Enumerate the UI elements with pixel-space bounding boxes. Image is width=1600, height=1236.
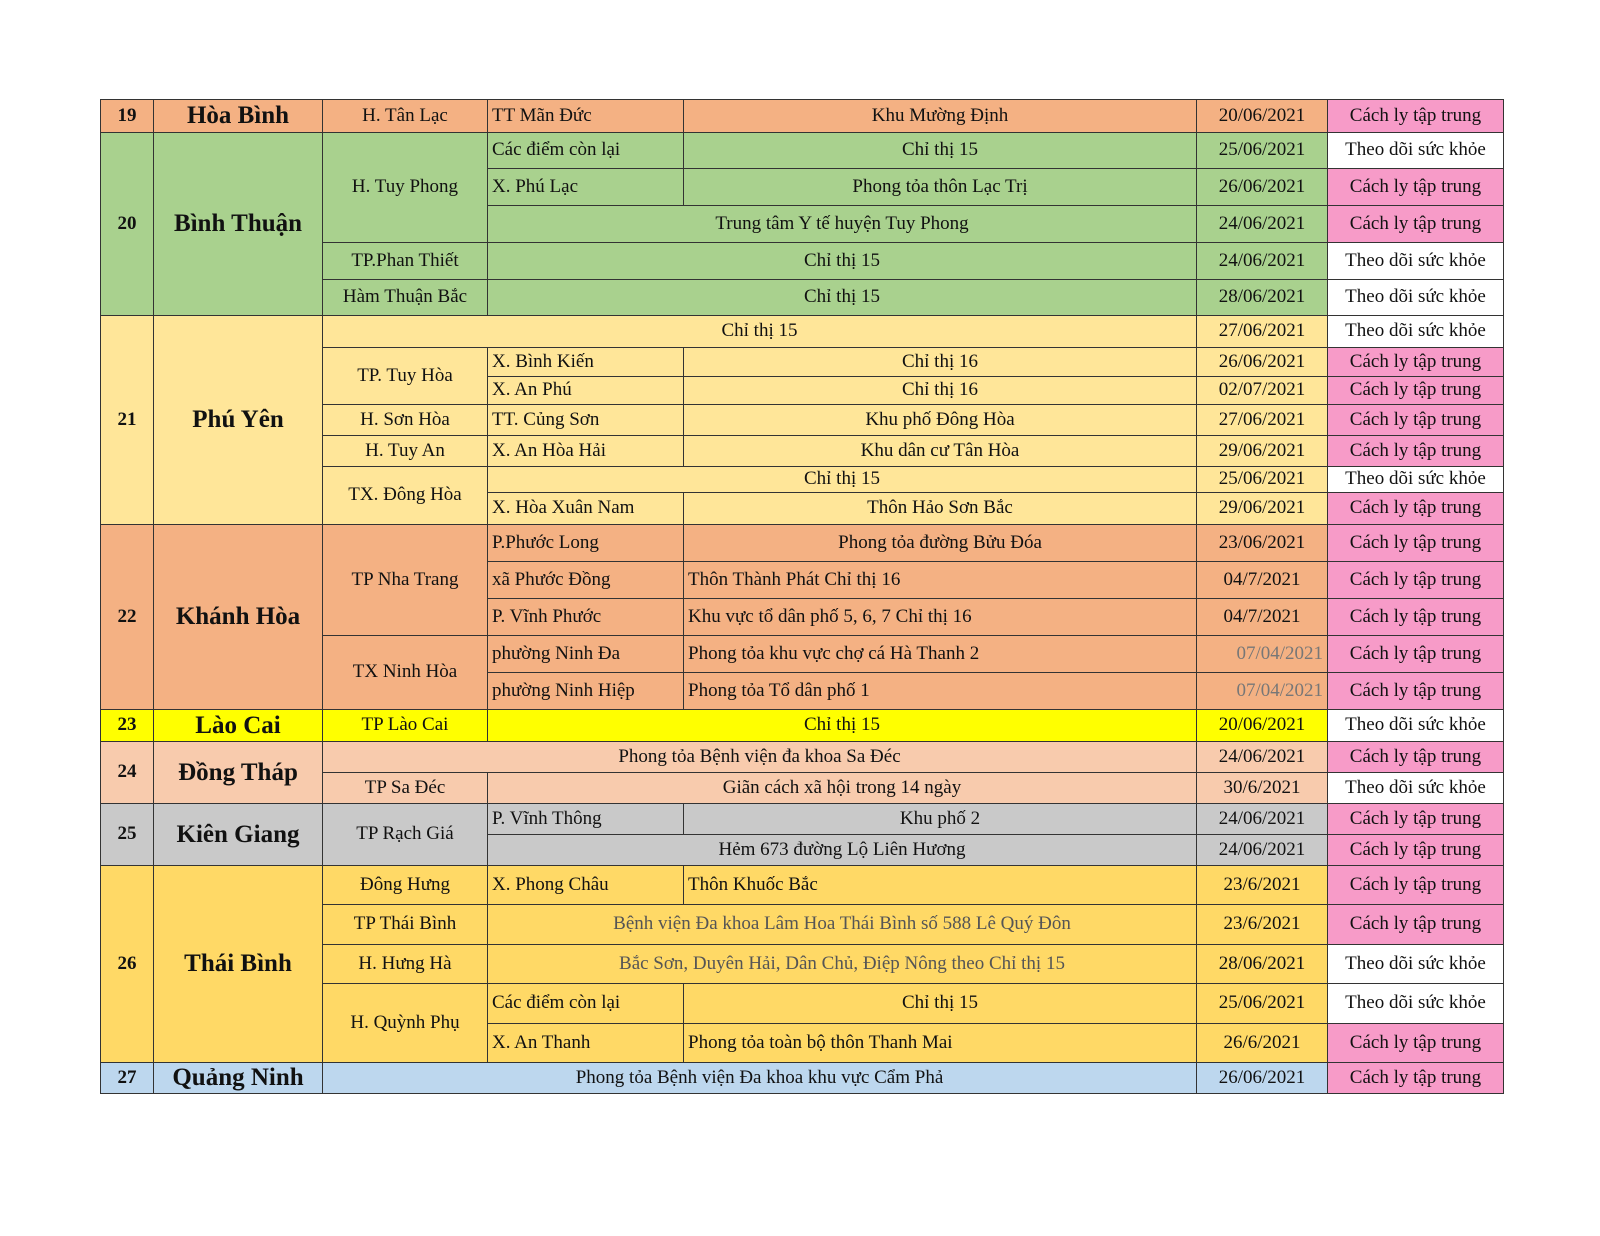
status-cell: Theo dõi sức khỏe [1328, 945, 1504, 984]
date-cell: 07/04/2021 [1197, 673, 1328, 710]
district-cell: H. Tuy Phong [323, 133, 488, 243]
status-cell: Cách ly tập trung [1328, 835, 1504, 866]
date-cell: 04/7/2021 [1197, 562, 1328, 599]
detail-cell: Chỉ thị 15 [488, 710, 1197, 742]
province-name: Khánh Hòa [154, 525, 323, 710]
detail-cell: Bắc Sơn, Duyên Hải, Dân Chủ, Điệp Nông theo Chỉ thị 15 [488, 945, 1197, 984]
ward-cell: X. Phong Châu [488, 866, 684, 905]
date-cell: 26/06/2021 [1197, 1063, 1328, 1094]
table-row [101, 525, 1504, 562]
status-cell: Cách ly tập trung [1328, 493, 1504, 525]
date-cell: 28/06/2021 [1197, 945, 1328, 984]
date-cell: 23/6/2021 [1197, 905, 1328, 945]
status-cell: Cách ly tập trung [1328, 525, 1504, 562]
ward-cell: TT Mãn Đức [488, 100, 684, 133]
detail-cell: Giãn cách xã hội trong 14 ngày [488, 773, 1197, 804]
ward-cell: phường Ninh Hiệp [488, 673, 684, 710]
province-name: Quảng Ninh [154, 1063, 323, 1094]
status-cell: Cách ly tập trung [1328, 636, 1504, 673]
table-row [101, 742, 1504, 773]
detail-cell: Phong tỏa đường Bửu Đóa [684, 525, 1197, 562]
date-cell: 26/6/2021 [1197, 1024, 1328, 1063]
district-cell: H. Tân Lạc [323, 100, 488, 133]
district-cell: H. Quỳnh Phụ [323, 984, 488, 1063]
district-cell: TP. Tuy Hòa [323, 348, 488, 405]
status-cell: Cách ly tập trung [1328, 100, 1504, 133]
date-cell: 25/06/2021 [1197, 984, 1328, 1024]
date-cell: 24/06/2021 [1197, 206, 1328, 243]
status-cell: Cách ly tập trung [1328, 1063, 1504, 1094]
status-cell: Theo dõi sức khỏe [1328, 316, 1504, 348]
ward-cell: X. An Thanh [488, 1024, 684, 1063]
detail-cell: Khu phố 2 [684, 804, 1197, 835]
district-cell: H. Tuy An [323, 436, 488, 467]
detail-cell: Phong tỏa Tổ dân phố 1 [684, 673, 1197, 710]
status-cell: Cách ly tập trung [1328, 348, 1504, 377]
status-cell: Theo dõi sức khỏe [1328, 467, 1504, 493]
date-cell: 27/06/2021 [1197, 316, 1328, 348]
date-cell: 26/06/2021 [1197, 169, 1328, 206]
date-cell: 24/06/2021 [1197, 804, 1328, 835]
status-cell: Cách ly tập trung [1328, 866, 1504, 905]
detail-cell: Chỉ thị 15 [488, 243, 1197, 280]
ward-cell: TT. Củng Sơn [488, 405, 684, 436]
status-cell: Cách ly tập trung [1328, 804, 1504, 835]
ward-cell: Các điểm còn lại [488, 133, 684, 169]
province-number: 27 [101, 1063, 154, 1094]
detail-cell: Trung tâm Y tế huyện Tuy Phong [488, 206, 1197, 243]
status-cell: Cách ly tập trung [1328, 562, 1504, 599]
detail-cell: Khu phố Đông Hòa [684, 405, 1197, 436]
status-cell: Theo dõi sức khỏe [1328, 773, 1504, 804]
district-cell: H. Hưng Hà [323, 945, 488, 984]
status-cell: Theo dõi sức khỏe [1328, 710, 1504, 742]
date-cell: 26/06/2021 [1197, 348, 1328, 377]
province-name: Đồng Tháp [154, 742, 323, 804]
detail-cell: Khu dân cư Tân Hòa [684, 436, 1197, 467]
detail-cell: Chỉ thị 16 [684, 377, 1197, 405]
status-cell: Cách ly tập trung [1328, 673, 1504, 710]
province-number: 21 [101, 316, 154, 525]
status-cell: Cách ly tập trung [1328, 169, 1504, 206]
date-cell: 24/06/2021 [1197, 835, 1328, 866]
province-number: 25 [101, 804, 154, 866]
detail-cell: Chỉ thị 16 [684, 348, 1197, 377]
detail-cell: Phong tỏa thôn Lạc Trị [684, 169, 1197, 206]
province-number: 24 [101, 742, 154, 804]
district-cell: TP.Phan Thiết [323, 243, 488, 280]
status-cell: Theo dõi sức khỏe [1328, 280, 1504, 316]
ward-cell: xã Phước Đồng [488, 562, 684, 599]
table-row [101, 316, 1504, 348]
status-cell: Cách ly tập trung [1328, 206, 1504, 243]
date-cell: 28/06/2021 [1197, 280, 1328, 316]
outbreak-table [100, 99, 1504, 1094]
table-row [101, 804, 1504, 835]
date-cell: 30/6/2021 [1197, 773, 1328, 804]
province-name: Phú Yên [154, 316, 323, 525]
table-row [101, 1063, 1504, 1094]
status-cell: Cách ly tập trung [1328, 436, 1504, 467]
province-number: 19 [101, 100, 154, 133]
date-cell: 07/04/2021 [1197, 636, 1328, 673]
province-name: Hòa Bình [154, 100, 323, 133]
province-name: Kiên Giang [154, 804, 323, 866]
status-cell: Theo dõi sức khỏe [1328, 243, 1504, 280]
district-cell: TP Sa Đéc [323, 773, 488, 804]
ward-cell: P. Vĩnh Phước [488, 599, 684, 636]
ward-cell: X. An Hòa Hải [488, 436, 684, 467]
date-cell: 04/7/2021 [1197, 599, 1328, 636]
district-cell: TP Nha Trang [323, 525, 488, 636]
ward-cell: X. Hòa Xuân Nam [488, 493, 684, 525]
date-cell: 29/06/2021 [1197, 436, 1328, 467]
district-cell: Đông Hưng [323, 866, 488, 905]
ward-cell: P. Vĩnh Thông [488, 804, 684, 835]
district-cell: Hàm Thuận Bắc [323, 280, 488, 316]
detail-cell: Thôn Thành Phát Chỉ thị 16 [684, 562, 1197, 599]
detail-cell: Chỉ thị 15 [684, 984, 1197, 1024]
province-name: Bình Thuận [154, 133, 323, 316]
province-name: Thái Bình [154, 866, 323, 1063]
status-cell: Cách ly tập trung [1328, 377, 1504, 405]
ward-cell: Các điểm còn lại [488, 984, 684, 1024]
status-cell: Cách ly tập trung [1328, 1024, 1504, 1063]
date-cell: 27/06/2021 [1197, 405, 1328, 436]
ward-cell: X. Bình Kiến [488, 348, 684, 377]
detail-cell: Phong tỏa khu vực chợ cá Hà Thanh 2 [684, 636, 1197, 673]
province-number: 26 [101, 866, 154, 1063]
status-cell: Cách ly tập trung [1328, 742, 1504, 773]
date-cell: 20/06/2021 [1197, 100, 1328, 133]
date-cell: 25/06/2021 [1197, 133, 1328, 169]
status-cell: Cách ly tập trung [1328, 405, 1504, 436]
status-cell: Cách ly tập trung [1328, 599, 1504, 636]
detail-cell: Bệnh viện Đa khoa Lâm Hoa Thái Bình số 588 Lê Quý Đôn [488, 905, 1197, 945]
date-cell: 20/06/2021 [1197, 710, 1328, 742]
detail-cell: Hẻm 673 đường Lộ Liên Hương [488, 835, 1197, 866]
status-cell: Cách ly tập trung [1328, 905, 1504, 945]
province-number: 23 [101, 710, 154, 742]
detail-cell: Phong tỏa Bệnh viện đa khoa Sa Đéc [323, 742, 1197, 773]
district-cell: TP Thái Bình [323, 905, 488, 945]
ward-cell: X. Phú Lạc [488, 169, 684, 206]
district-cell: H. Sơn Hòa [323, 405, 488, 436]
ward-cell: phường Ninh Đa [488, 636, 684, 673]
status-cell: Theo dõi sức khỏe [1328, 133, 1504, 169]
province-number: 22 [101, 525, 154, 710]
status-cell: Theo dõi sức khỏe [1328, 984, 1504, 1024]
detail-cell: Phong tỏa Bệnh viện Đa khoa khu vực Cẩm Phả [323, 1063, 1197, 1094]
detail-cell: Chỉ thị 15 [488, 280, 1197, 316]
ward-cell: P.Phước Long [488, 525, 684, 562]
district-cell: TX. Đông Hòa [323, 467, 488, 525]
date-cell: 25/06/2021 [1197, 467, 1328, 493]
table-row [101, 866, 1504, 905]
detail-cell: Thôn Khuốc Bắc [684, 866, 1197, 905]
district-cell: TP Rạch Giá [323, 804, 488, 866]
detail-cell: Khu vực tổ dân phố 5, 6, 7 Chỉ thị 16 [684, 599, 1197, 636]
table-row [101, 100, 1504, 133]
date-cell: 23/06/2021 [1197, 525, 1328, 562]
date-cell: 02/07/2021 [1197, 377, 1328, 405]
detail-cell: Khu Mường Định [684, 100, 1197, 133]
date-cell: 24/06/2021 [1197, 243, 1328, 280]
date-cell: 23/6/2021 [1197, 866, 1328, 905]
table-row [101, 133, 1504, 169]
district-cell: TX Ninh Hòa [323, 636, 488, 710]
ward-cell: X. An Phú [488, 377, 684, 405]
province-number: 20 [101, 133, 154, 316]
date-cell: 29/06/2021 [1197, 493, 1328, 525]
table-row [101, 710, 1504, 742]
date-cell: 24/06/2021 [1197, 742, 1328, 773]
district-cell: TP Lào Cai [323, 710, 488, 742]
province-name: Lào Cai [154, 710, 323, 742]
detail-cell: Chỉ thị 15 [323, 316, 1197, 348]
detail-cell: Chỉ thị 15 [684, 133, 1197, 169]
detail-cell: Chỉ thị 15 [488, 467, 1197, 493]
detail-cell: Thôn Hảo Sơn Bắc [684, 493, 1197, 525]
detail-cell: Phong tỏa toàn bộ thôn Thanh Mai [684, 1024, 1197, 1063]
